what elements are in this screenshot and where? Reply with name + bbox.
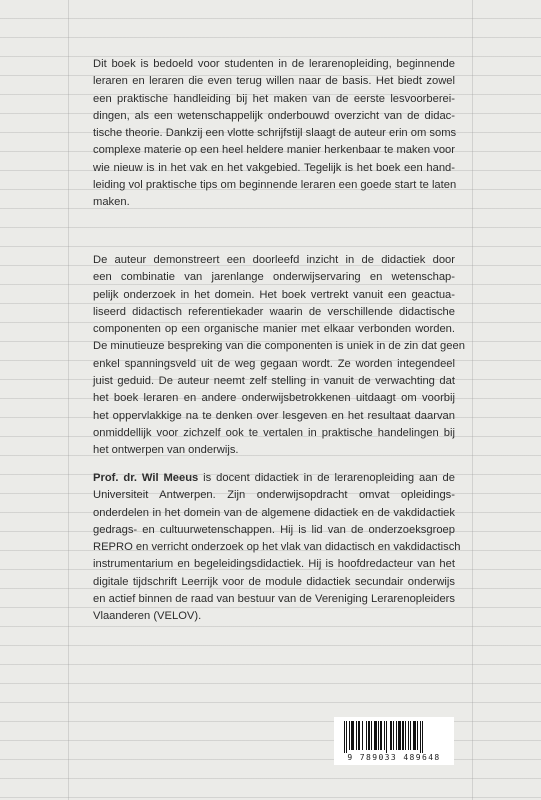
barcode-bar (402, 721, 404, 750)
text-line: complexe materie op een heel heldere manier herkenbaar te maken voor (93, 144, 455, 157)
barcode-bar (362, 721, 363, 750)
barcode-bar (393, 721, 394, 750)
author-name: Prof. dr. Wil Meeus (93, 472, 199, 484)
barcode-bar (390, 721, 392, 750)
text-line: een combinatie van jarenlange onderwijservaring en wetenschap- (93, 271, 455, 284)
barcode-bar (351, 721, 354, 750)
left-margin-line (68, 0, 69, 800)
text-line: instrumentarium en begeleidingsdidactiek. Hij is hoofdredacteur van het (93, 558, 455, 571)
author-bio-first-line: is docent didactiek in de lerarenopleiding aan de (198, 472, 455, 484)
barcode-bar (358, 721, 360, 750)
text-line: Dit boek is bedoeld voor studenten in de lerarenopleiding, beginnende (93, 58, 455, 70)
barcode-bar (413, 721, 416, 750)
barcode-bar (380, 721, 382, 750)
isbn-barcode (334, 717, 454, 765)
text-line: dingen, als een wetenschappelijk onderbouwd overzicht van de didac- (93, 109, 455, 122)
barcode-bar (356, 721, 357, 750)
barcode-bar (374, 721, 377, 750)
barcode-bar (371, 721, 372, 750)
barcode-bar (408, 721, 409, 750)
barcode-bars (342, 721, 446, 753)
description-paragraph-1 (93, 56, 455, 212)
text-line: onderdelen in het domein van de algemene didactiek en de vakdidactiek (93, 506, 455, 519)
text-line: leiding vol praktische tips om beginnende leraren een goede start te laten (93, 179, 457, 192)
text-line: leraren en leraren die even terug willen naar de basis. Het biedt zowel (93, 75, 455, 88)
text-line: wie nieuw is in het vak en het vakgebied. Tegelijk is het boek een hand- (93, 161, 455, 174)
text-line: een praktische handleiding bij het maken van de eerste lesvoorberei- (93, 92, 455, 105)
text-line: het ontwerpen van onderwijs. (93, 444, 239, 457)
barcode-bar (344, 721, 345, 753)
text-line: juist geduid. De auteur neemt zelf stelling in vanuit de verwachting dat (93, 375, 455, 388)
text-line: het boek leraren en andere onderwijsbetrokkenen uitdaagt om voorbij (93, 392, 455, 405)
text-line: REPRO en verricht onderzoek op het vlak van didactisch en vakdidactisch (93, 541, 461, 554)
isbn-number: 9 789033 489648 (347, 753, 441, 762)
barcode-bar (366, 721, 367, 750)
barcode-bar (386, 721, 387, 753)
barcode-bar (384, 721, 385, 750)
text-line: De minutieuze bespreking van die componenten is uniek in de zin dat geen (93, 340, 465, 353)
text-line: enkel spanningsveld uit de weg gegaan wordt. Ze worden integendeel (93, 357, 455, 370)
text-line: liseerd didactisch referentiekader waarin de verschillende didactische (93, 305, 455, 318)
right-margin-line (472, 0, 473, 800)
barcode-bar (378, 721, 379, 750)
text-line: het oppervlakkige na te denken over lesgeven en het resultaat daarvan (93, 409, 455, 422)
text-line: pelijk onderzoek in het domein. Het boek vertrekt vanuit een geactua- (93, 288, 455, 301)
barcode-bar (422, 721, 423, 753)
text-line: digitale tijdschrift Leerrijk voor de module didactiek secundair onderwijs (93, 575, 455, 588)
barcode-bar (420, 721, 421, 753)
barcode-bar (396, 721, 397, 750)
text-line: maken. (93, 196, 130, 209)
text-line: De auteur demonstreert een doorleefd inzicht in de didactiek door (93, 254, 455, 266)
barcode-bar (346, 721, 347, 753)
text-line: gedrags- en cultuurwetenschappen. Hij is lid van de onderzoeksgroep (93, 523, 455, 536)
text-line: Vlaanderen (VELOV). (93, 610, 202, 623)
description-paragraph-2 (93, 252, 465, 460)
barcode-bar (405, 721, 406, 750)
barcode-bar (349, 721, 350, 750)
text-line: tische theorie. Dankzij een vlotte schrijfstijl slaagt de auteur erin om soms (93, 127, 457, 140)
barcode-bar (368, 721, 370, 750)
text-line: Universiteit Antwerpen. Zijn onderwijsopdracht omvat opleidings- (93, 489, 455, 502)
text-line: en actief binnen de raad van bestuur van de Vereniging Lerarenopleiders (93, 593, 455, 606)
text-line: onmiddellijk voor zichzelf ook te vertalen in praktische handelingen bij (93, 426, 455, 439)
text-line: componenten op een organische manier met elkaar verbonden worden. (93, 323, 455, 336)
barcode-bar (410, 721, 411, 750)
barcode-bar (398, 721, 401, 750)
barcode-bar (417, 721, 418, 750)
author-bio-paragraph (93, 470, 461, 626)
